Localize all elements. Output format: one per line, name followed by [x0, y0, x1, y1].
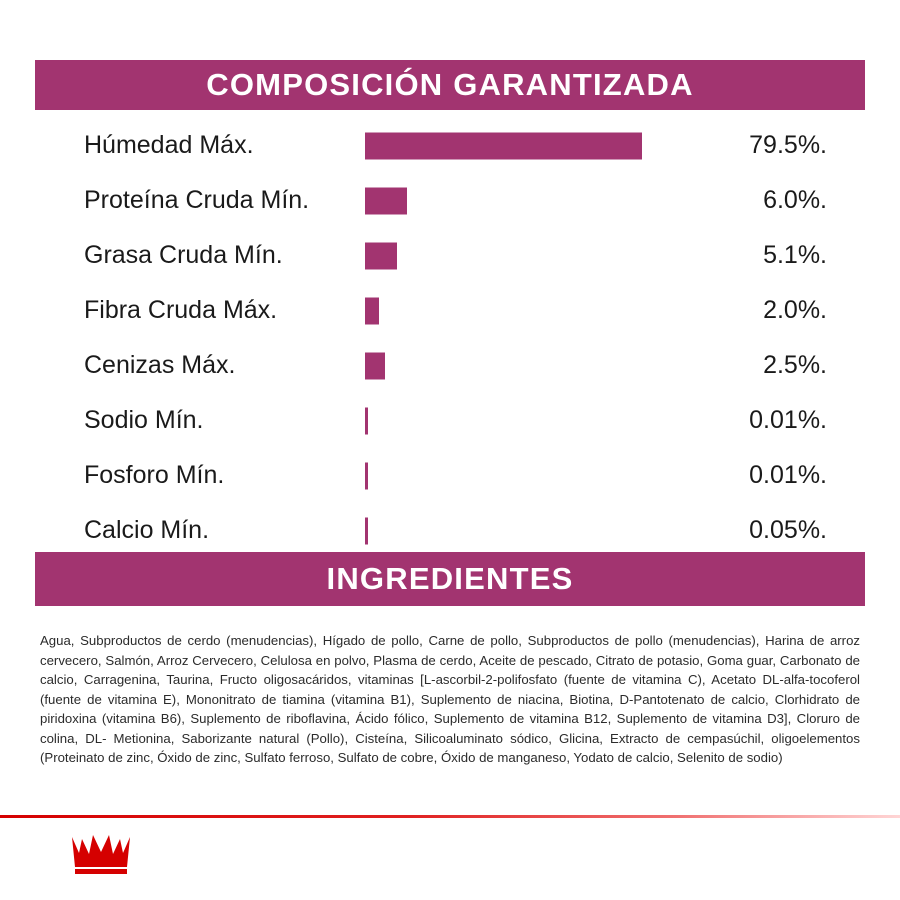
nutrient-bar — [365, 462, 368, 489]
nutrient-label: Fibra Cruda Máx. — [84, 296, 278, 324]
nutrient-bar — [365, 352, 385, 379]
nutrient-bar-track — [365, 228, 665, 283]
ingredients-title: INGREDIENTES — [326, 561, 574, 596]
nutrient-value: 2.5%. — [763, 351, 827, 379]
nutrient-bar-track — [365, 448, 665, 503]
nutrient-value: 0.05%. — [749, 516, 827, 544]
footer — [0, 815, 900, 900]
nutrient-row — [35, 448, 865, 503]
nutrient-bar-track — [365, 338, 665, 393]
nutrient-bar — [365, 242, 397, 269]
nutrient-bar — [365, 187, 407, 214]
royal-canin-crown-logo-icon — [70, 823, 132, 878]
nutrient-value: 6.0%. — [763, 186, 827, 214]
ingredients-text: Agua, Subproductos de cerdo (menudencias), Hígado de pollo, Carne de pollo, Subproductos de pollo (menudencias), Harina de arroz cervecero, Salmón, Arroz Cervecero, Celulosa en polvo, Plasma de cerdo, Aceite de pescado, Citrato de potasio, Goma guar, Carbonato de calcio, Carragenina, Taurina, Fructo oligosacáridos, vitaminas [L-ascorbil-2-polifosfato (fuente de vitamina C), Acetato DL-alfa-tocoferol (fuente de vitamina E), Mononitrato de tiamina (vitamina B1), Suplemento de niacina, Biotina, D-Pantotenato de calcio, Clorhidrato de piridoxina (vitamina B6), Suplemento de riboflavina, Ácido fólico, Suplemento de vitamina B12, Suplemento de vitamina D3], Cloruro de colina, DL- Metionina, Saborizante natural (Pollo), Cisteína, Silicoaluminato sódico, Glicina, Extracto de cempasúchil, oligoelementos (Proteinato de zinc, Óxido de zinc, Sulfato ferroso, Sulfato de cobre, Óxido de manganeso, Yodato de calcio, Selenito de sodio) — [40, 633, 860, 766]
nutrient-row — [35, 118, 865, 173]
nutrient-value: 79.5%. — [749, 131, 827, 159]
nutrient-label: Fosforo Mín. — [84, 461, 225, 489]
nutrient-bar — [365, 297, 379, 324]
nutrient-value: 2.0%. — [763, 296, 827, 324]
nutrient-row — [35, 228, 865, 283]
nutrient-row — [35, 503, 865, 558]
composition-section-header — [35, 60, 865, 110]
nutrient-label: Grasa Cruda Mín. — [84, 241, 283, 269]
nutrient-bar-track — [365, 393, 665, 448]
nutrient-bar-track — [365, 503, 665, 558]
nutrient-label: Cenizas Máx. — [84, 351, 236, 379]
nutrient-bar — [365, 407, 368, 434]
nutrient-bar-track — [365, 173, 665, 228]
footer-accent-rule — [0, 815, 900, 818]
nutrient-label: Calcio Mín. — [84, 516, 210, 544]
nutrient-bar — [365, 517, 368, 544]
nutrient-value: 0.01%. — [749, 406, 827, 434]
nutrient-bar-track — [365, 118, 665, 173]
nutrient-value: 0.01%. — [749, 461, 827, 489]
nutrient-label: Húmedad Máx. — [84, 131, 254, 159]
nutrient-row — [35, 393, 865, 448]
nutrient-bar — [365, 132, 642, 159]
nutrient-row — [35, 173, 865, 228]
ingredients-section-header — [35, 552, 865, 606]
nutrient-row — [35, 283, 865, 338]
nutrient-bar-track — [365, 283, 665, 338]
nutrient-label: Sodio Mín. — [84, 406, 204, 434]
nutrient-label: Proteína Cruda Mín. — [84, 186, 310, 214]
composition-title: COMPOSICIÓN GARANTIZADA — [206, 67, 694, 102]
nutrient-row — [35, 338, 865, 393]
nutrient-rows — [35, 118, 865, 558]
nutrient-value: 5.1%. — [763, 241, 827, 269]
